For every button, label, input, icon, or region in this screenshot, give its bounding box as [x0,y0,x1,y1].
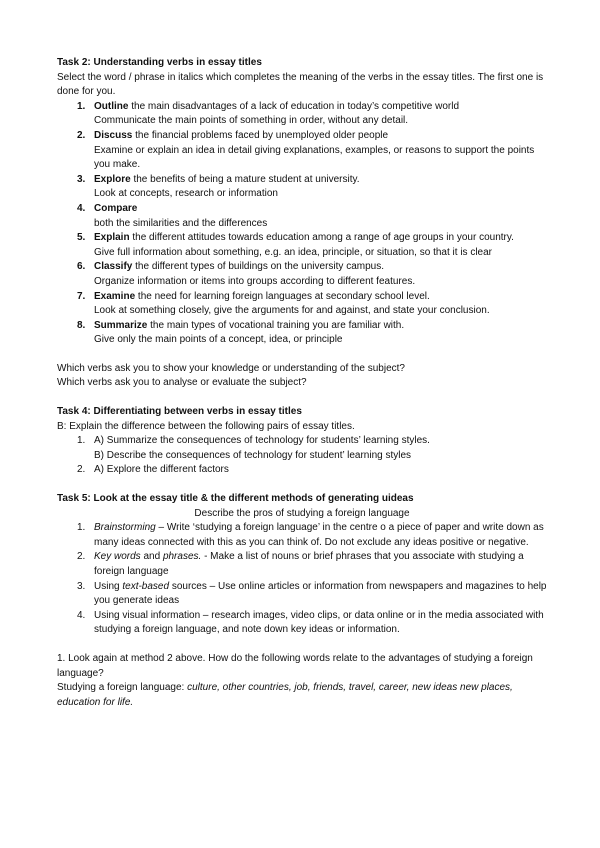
item-number: 7. [77,290,86,302]
item-definition: Communicate the main points of something in order, without any detail. [94,115,409,127]
item-number: 2. [77,129,86,141]
item-number: 2. [77,551,86,563]
item-text: the need for learning foreign languages at secondary school level. [135,290,430,302]
list-item [57,202,547,231]
word-list-items: culture, other countries, job, friends, travel, career, new ideas new places, education for life. [57,682,513,708]
item-definition: Look at something closely, give the arguments for and against, and state your conclusion. [94,305,490,317]
item-verb: Compare [94,202,138,214]
list-item [57,231,547,260]
document-page [57,56,547,710]
item-text: the main types of vocational training you are familiar with. [147,319,405,331]
item-number: 6. [77,261,86,273]
item-number: 4. [77,202,86,214]
list-item [57,609,547,638]
task4-title: Task 4: Differentiating between verbs in essay titles [57,406,302,418]
task2-question-2: Which verbs ask you to analyse or evaluate the subject? [57,377,307,389]
item-definition: Organize information or items into groups according to different features. [94,275,416,287]
list-item: 3. Using text-based sources – Use online articles or information from newspapers and magazines to help you generate ideas [77,580,547,607]
list-item [57,434,547,463]
word-list-label: Studying a foreign language: [57,682,188,694]
task2-title: Task 2: Understanding verbs in essay titles [57,57,262,68]
list-item [57,521,547,550]
item-number: 3. [77,173,86,185]
item-number: 1. [77,100,86,112]
list-item [57,319,547,348]
method-name: Brainstorming [94,522,156,534]
item-verb: Summarize [94,319,148,331]
task4-item1-b: B) Describe the consequences of technology for student’ learning styles [94,449,412,461]
item-verb: Classify [94,261,133,273]
list-item [57,129,547,173]
task4-item2-a: A) Explore the different factors [94,464,229,476]
task2-question-1: Which verbs ask you to show your knowledge or understanding of the subject? [57,362,405,374]
item-number: 3. [77,580,86,592]
word-list [57,681,547,710]
item-definition: both the similarities and the differences [94,217,268,229]
task5-subtitle: Describe the pros of studying a foreign language [194,507,410,519]
list-item [57,100,547,129]
task2-intro: Select the word / phrase in italics which completes the meaning of the verbs in the essay titles. The first one is done for you. [57,71,544,98]
list-item [57,260,547,289]
method-text: – Write ‘studying a foreign language’ in the centre o a piece of paper and write down as many ideas connected with this as you can think of. Do not exclude any ideas positive or negative. [94,522,544,548]
method-text: - Make a list of nouns or brief phrases that you associate with studying a foreign language [94,551,524,577]
item-number: 4. [77,609,86,621]
item-text: the benefits of being a mature student at university. [130,173,360,185]
item-verb: Outline [94,100,129,112]
item-number: 8. [77,319,86,331]
item-text: the financial problems faced by unemployed older people [132,129,389,141]
item-definition: Give only the main points of a concept, idea, or principle [94,334,343,346]
method-name-2: phrases. [162,551,202,563]
item-verb: Examine [94,290,136,302]
item-verb: Discuss [94,129,133,141]
list-item: 2. Key words and phrases. - Make a list of nouns or brief phrases that you associate with studying a foreign language [77,551,524,577]
item-text: the different attitudes towards education among a range of age groups in your country. [129,232,514,244]
item-number: 2. [77,464,86,476]
list-item [57,173,547,202]
task4-item1-a: A) Summarize the consequences of technology for students’ learning styles. [94,435,430,447]
method-name: text-based [122,580,170,592]
item-definition: Look at concepts, research or information [94,188,278,200]
item-number: 1. [77,435,86,447]
item-text: the different types of buildings on the university campus. [132,261,384,273]
item-text: the main disadvantages of a lack of education in today’s competitive world [128,100,460,112]
method-text: Using visual information – research images, video clips, or data online or in the media associated with studying a foreign language, and note down key ideas or information. [94,609,544,636]
list-item [57,290,547,319]
item-number: 1. [77,522,86,534]
task4-intro: B: Explain the difference between the following pairs of essay titles. [57,420,355,432]
task5-title: Task 5: Look at the essay title & the different methods of generating uideas [57,493,414,505]
item-verb: Explain [94,232,130,244]
item-verb: Explore [94,173,131,185]
method-text: sources – Use online articles or information from newspapers and magazines to help you generate ideas [94,580,547,607]
item-definition: Examine or explain an idea in detail giving explanations, examples, or reasons to support the points you make. [94,144,535,171]
method-name: Key words [94,551,141,563]
task2-list [57,100,547,348]
item-number: 5. [77,232,86,244]
followup-question: 1. Look again at method 2 above. How do the following words relate to the advantages of studying a foreign language? [57,652,533,679]
list-item [57,463,547,478]
item-definition: Give full information about something, e.g. an idea, principle, or situation, so that it is clear [94,246,492,258]
